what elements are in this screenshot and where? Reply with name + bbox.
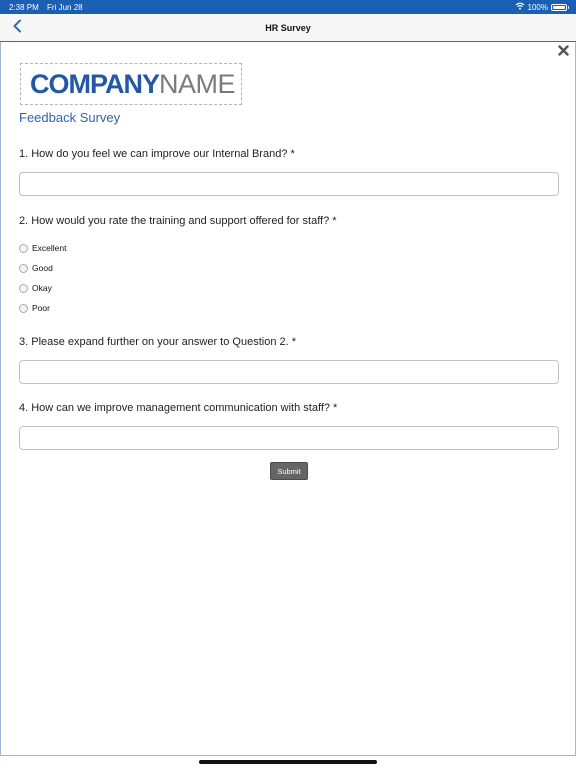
radio-option-good[interactable]: [19, 263, 53, 273]
status-date: Fri Jun 28: [47, 2, 83, 12]
radio-option-okay[interactable]: [19, 283, 52, 293]
question-3-label: 3. Please expand further on your answer to Question 2. *: [19, 336, 296, 348]
chevron-left-icon: [12, 19, 22, 38]
survey-content: [0, 42, 576, 756]
radio-option-excellent[interactable]: [19, 243, 67, 253]
battery-icon: [551, 4, 567, 11]
status-left: [9, 3, 89, 12]
question-1-input[interactable]: [19, 172, 559, 196]
close-x-icon: [558, 43, 569, 61]
question-4-input[interactable]: [19, 426, 559, 450]
nav-bar: [0, 14, 576, 42]
radio-label: Good: [32, 263, 53, 273]
logo-company-text: COMPANY: [30, 68, 160, 99]
radio-label: Okay: [32, 283, 52, 293]
status-bar: [0, 0, 576, 14]
logo-name-text: NAME: [159, 68, 236, 99]
back-button[interactable]: [8, 19, 26, 37]
status-time: 2:38 PM: [9, 2, 39, 12]
battery-fill: [553, 6, 565, 9]
radio-label: Excellent: [32, 243, 67, 253]
question-2-label: 2. How would you rate the training and support offered for staff? *: [19, 215, 337, 227]
radio-option-poor[interactable]: [19, 303, 50, 313]
radio-button[interactable]: [19, 284, 28, 293]
question-1-label: 1. How do you feel we can improve our Internal Brand? *: [19, 148, 295, 160]
survey-title: Feedback Survey: [19, 110, 121, 125]
close-button[interactable]: [556, 45, 570, 59]
submit-button[interactable]: Submit: [270, 462, 308, 480]
company-logo: [20, 63, 242, 105]
wifi-icon: [515, 2, 525, 12]
status-right: [515, 2, 567, 12]
nav-title: HR Survey: [265, 22, 311, 33]
battery-percent: 100%: [527, 2, 548, 12]
question-4-label: 4. How can we improve management communication with staff? *: [19, 402, 338, 414]
radio-label: Poor: [32, 303, 50, 313]
question-3-input[interactable]: [19, 360, 559, 384]
radio-button[interactable]: [19, 304, 28, 313]
radio-button[interactable]: [19, 264, 28, 273]
home-indicator: [199, 760, 377, 764]
radio-button[interactable]: [19, 244, 28, 253]
